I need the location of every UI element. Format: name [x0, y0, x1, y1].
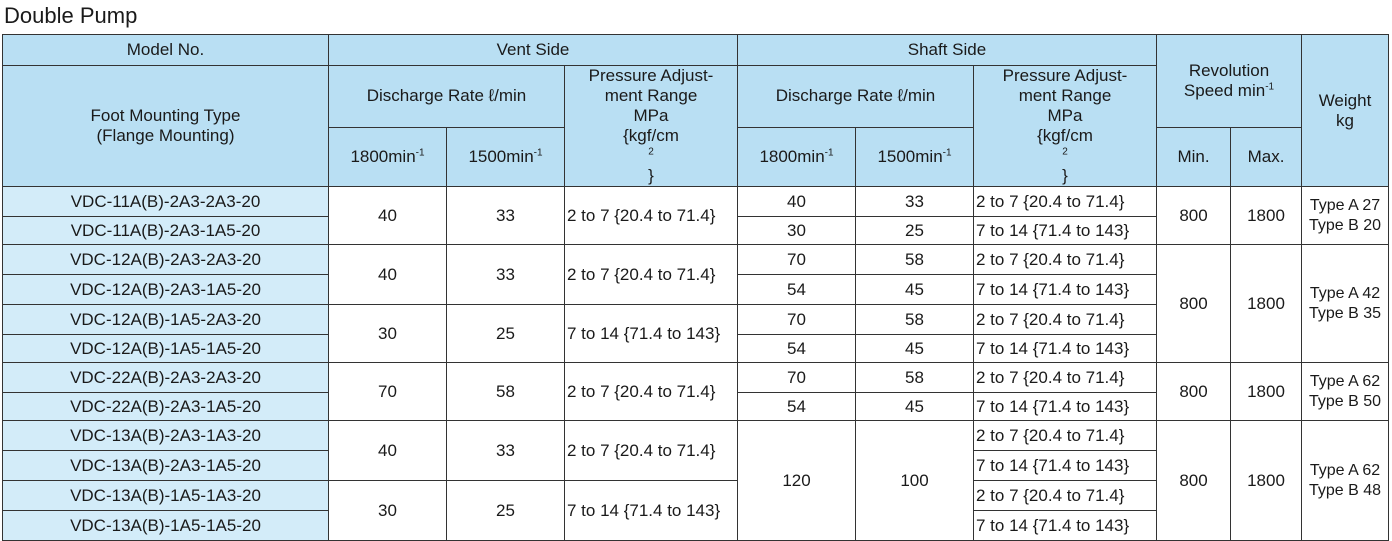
vent-pressure: 7 to 14 {71.4 to 143} [565, 481, 738, 541]
model-cell: VDC-12A(B)-2A3-2A3-20 [3, 245, 329, 275]
header-shaft-pressure: Pressure Adjust- ment Range MPa {kgf/cm $^2$ } [974, 66, 1157, 187]
weight-cell: Type A 62 Type B 48 [1302, 421, 1389, 541]
header-flange-mounting: (Flange Mounting) [96, 126, 235, 145]
vent-rate-1500: 58 [447, 363, 565, 421]
vent-rate-1800: 30 [329, 305, 447, 363]
shaft-rate-1800: 54 [738, 393, 856, 421]
model-cell: VDC-12A(B)-2A3-1A5-20 [3, 275, 329, 305]
vent-rate-1800: 40 [329, 245, 447, 305]
header-vent-discharge-rate: Discharge Rate ℓ/min [329, 66, 565, 128]
vent-rate-1500: 33 [447, 421, 565, 481]
rev-min: 800 [1157, 421, 1231, 541]
shaft-rate-1500: 45 [856, 335, 974, 363]
vent-rate-1800: 40 [329, 421, 447, 481]
rev-min: 800 [1157, 187, 1231, 245]
vent-rate-1800: 40 [329, 187, 447, 245]
model-cell: VDC-22A(B)-2A3-2A3-20 [3, 363, 329, 393]
model-cell: VDC-12A(B)-1A5-2A3-20 [3, 305, 329, 335]
rev-max: 1800 [1231, 245, 1302, 363]
shaft-rate-1500: 100 [856, 421, 974, 541]
vent-rate-1500: 25 [447, 481, 565, 541]
rev-min: 800 [1157, 363, 1231, 421]
vent-pressure: 2 to 7 {20.4 to 71.4} [565, 187, 738, 245]
header-vent-1500: $1500\min^{-1}$ [447, 127, 565, 186]
header-weight: Weight kg [1302, 35, 1389, 187]
page-title: Double Pump [4, 3, 138, 28]
shaft-pressure: 2 to 7 {20.4 to 71.4} [974, 481, 1157, 511]
shaft-rate-1800: 54 [738, 335, 856, 363]
vent-rate-1500: 25 [447, 305, 565, 363]
rev-max: 1800 [1231, 421, 1302, 541]
rev-max: 1800 [1231, 187, 1302, 245]
shaft-pressure: 7 to 14 {71.4 to 143} [974, 451, 1157, 481]
model-cell: VDC-22A(B)-2A3-1A5-20 [3, 393, 329, 421]
rev-max: 1800 [1231, 363, 1302, 421]
shaft-rate-1500: 45 [856, 275, 974, 305]
shaft-rate-1500: 25 [856, 217, 974, 245]
weight-cell: Type A 42 Type B 35 [1302, 245, 1389, 363]
header-model-no: Model No. [3, 35, 329, 66]
model-cell: VDC-13A(B)-2A3-1A3-20 [3, 421, 329, 451]
model-cell: VDC-13A(B)-2A3-1A5-20 [3, 451, 329, 481]
shaft-pressure: 7 to 14 {71.4 to 143} [974, 275, 1157, 305]
vent-pressure: 2 to 7 {20.4 to 71.4} [565, 363, 738, 421]
shaft-pressure: 7 to 14 {71.4 to 143} [974, 217, 1157, 245]
shaft-rate-1800: 120 [738, 421, 856, 541]
spec-table [2, 34, 1389, 541]
vent-rate-1500: 33 [447, 187, 565, 245]
shaft-rate-1800: 30 [738, 217, 856, 245]
model-cell: VDC-11A(B)-2A3-1A5-20 [3, 217, 329, 245]
header-vent-1800: $1800\min^{-1}$ [329, 127, 447, 186]
shaft-pressure: 2 to 7 {20.4 to 71.4} [974, 305, 1157, 335]
header-foot-mounting: Foot Mounting Type [90, 106, 241, 125]
shaft-rate-1500: 45 [856, 393, 974, 421]
shaft-rate-1800: 70 [738, 363, 856, 393]
vent-pressure: 2 to 7 {20.4 to 71.4} [565, 245, 738, 305]
header-vent-side: Vent Side [329, 35, 738, 66]
rev-min: 800 [1157, 245, 1231, 363]
vent-pressure: 7 to 14 {71.4 to 143} [565, 305, 738, 363]
weight-cell: Type A 27 Type B 20 [1302, 187, 1389, 245]
header-shaft-1800: $1800\min^{-1}$ [738, 127, 856, 186]
model-cell: VDC-12A(B)-1A5-1A5-20 [3, 335, 329, 363]
weight-cell: Type A 62 Type B 50 [1302, 363, 1389, 421]
vent-rate-1500: 33 [447, 245, 565, 305]
shaft-pressure: 2 to 7 {20.4 to 71.4} [974, 245, 1157, 275]
shaft-rate-1500: 33 [856, 187, 974, 217]
shaft-pressure: 7 to 14 {71.4 to 143} [974, 511, 1157, 541]
shaft-rate-1800: 54 [738, 275, 856, 305]
header-shaft-1500: $1500\min^{-1}$ [856, 127, 974, 186]
model-cell: VDC-13A(B)-1A5-1A3-20 [3, 481, 329, 511]
shaft-pressure: 2 to 7 {20.4 to 71.4} [974, 363, 1157, 393]
vent-rate-1800: 70 [329, 363, 447, 421]
header-rev-max: Max. [1231, 127, 1302, 186]
header-vent-pressure: Pressure Adjust- ment Range MPa {kgf/cm $^2$ } [565, 66, 738, 187]
header-shaft-side: Shaft Side [738, 35, 1157, 66]
model-cell: VDC-11A(B)-2A3-2A3-20 [3, 187, 329, 217]
shaft-rate-1500: 58 [856, 305, 974, 335]
shaft-pressure: 2 to 7 {20.4 to 71.4} [974, 421, 1157, 451]
shaft-pressure: 7 to 14 {71.4 to 143} [974, 393, 1157, 421]
shaft-pressure: 7 to 14 {71.4 to 143} [974, 335, 1157, 363]
shaft-rate-1500: 58 [856, 245, 974, 275]
shaft-rate-1800: 70 [738, 245, 856, 275]
shaft-rate-1500: 58 [856, 363, 974, 393]
shaft-rate-1800: 40 [738, 187, 856, 217]
vent-rate-1800: 30 [329, 481, 447, 541]
header-rev-min: Min. [1157, 127, 1231, 186]
header-revolution-speed: Revolution Speed $\min^{-1}$ [1157, 35, 1302, 128]
model-cell: VDC-13A(B)-1A5-1A5-20 [3, 511, 329, 541]
header-mounting-type [3, 66, 329, 187]
shaft-pressure: 2 to 7 {20.4 to 71.4} [974, 187, 1157, 217]
vent-pressure: 2 to 7 {20.4 to 71.4} [565, 421, 738, 481]
header-shaft-discharge-rate: Discharge Rate ℓ/min [738, 66, 974, 128]
shaft-rate-1800: 70 [738, 305, 856, 335]
